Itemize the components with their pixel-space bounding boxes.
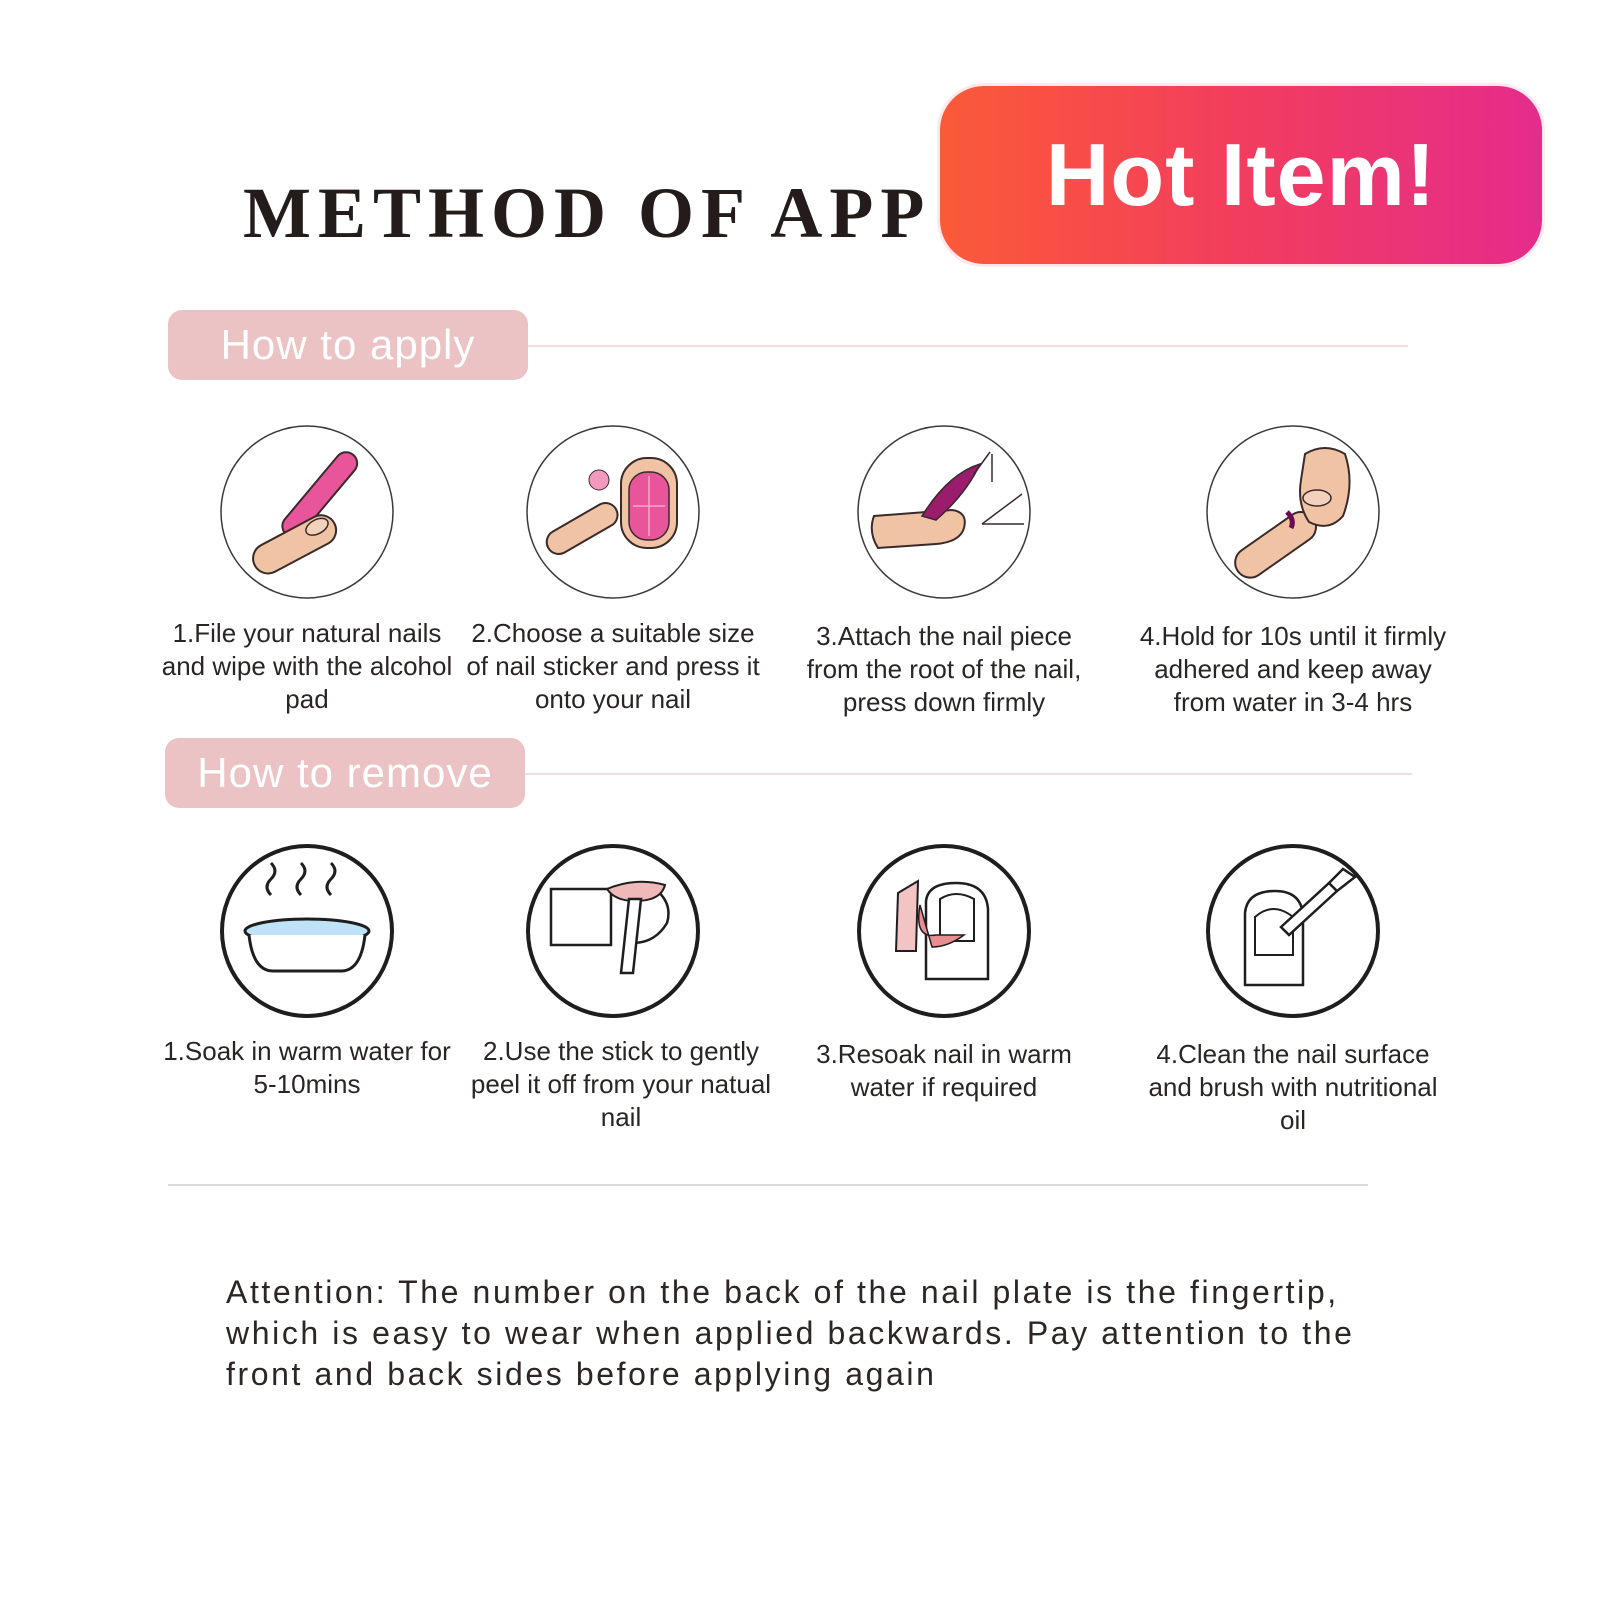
apply-section-heading: How to apply: [168, 310, 528, 380]
apply-step-4-caption: 4.Hold for 10s until it firmly adhered and keep away from water in 3-4 hrs: [1139, 621, 1447, 717]
oil-brush-icon: [1205, 843, 1381, 1019]
remove-step-3-caption: 3.Resoak nail in warm water if required: [816, 1039, 1072, 1102]
nail-file-icon: [219, 424, 395, 600]
remove-section-divider: [525, 773, 1412, 775]
resoak-nail-icon: [856, 843, 1032, 1019]
warm-water-bowl-icon: [219, 843, 395, 1019]
attention-note: Attention: The number on the back of the nail plate is the fingertip, which is easy to wear when applied backwards. Pay attention to the front and back sides before applying again: [226, 1274, 1355, 1392]
remove-step-2-caption: 2.Use the stick to gently peel it off from your natual nail: [470, 1036, 772, 1132]
attach-nail-icon: [856, 424, 1032, 600]
nail-sticker-icon: [525, 424, 701, 600]
page-title: METHOD OF APP: [243, 173, 932, 253]
remove-step-4-caption: 4.Clean the nail surface and brush with nutritional oil: [1148, 1039, 1438, 1135]
hot-item-badge: Hot Item!: [940, 86, 1542, 264]
remove-step-1-caption: 1.Soak in warm water for 5-10mins: [163, 1036, 451, 1099]
apply-step-1-caption: 1.File your natural nails and wipe with the alcohol pad: [161, 618, 453, 714]
peel-stick-icon: [525, 843, 701, 1019]
apply-section-divider: [528, 345, 1408, 347]
remove-section-heading: How to remove: [165, 738, 525, 808]
apply-step-2-caption: 2.Choose a suitable size of nail sticker and press it onto your nail: [466, 618, 760, 714]
press-hold-icon: [1205, 424, 1381, 600]
apply-step-3-caption: 3.Attach the nail piece from the root of the nail, press down firmly: [806, 621, 1082, 717]
bottom-divider: [168, 1184, 1368, 1186]
